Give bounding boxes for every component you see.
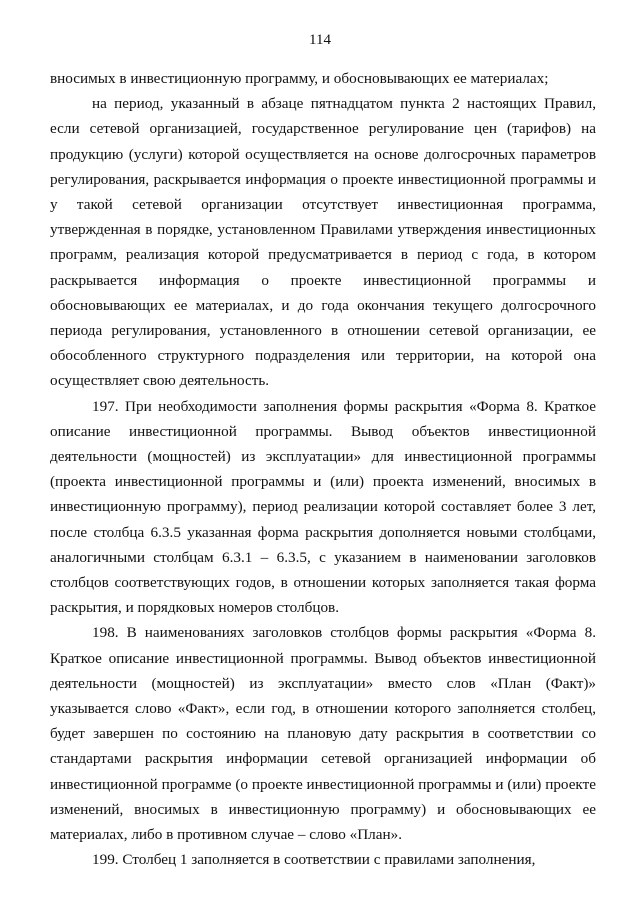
paragraph-198: 198. В наименованиях заголовков столбцов формы раскрытия «Форма 8. Краткое описание инвестиционной программы. Вывод объектов инвестиционной деятельности (мощностей) из эксплуатации» вместо слов «План (Факт)» указывается слово «Факт», если год, в отношении которого заполняется столбец, будет завершен по состоянию на плановую дату раскрытия в соответствии со стандартами раскрытия информации сетевой организацией информации об инвестиционной программе (о проекте инвестиционной программы и (или) проекте изменений, вносимых в инвестиционную программу) и обосновывающих ее материалах, либо в противном случае – слово «План». — [50, 624, 596, 844]
paragraph-period-clause: на период, указанный в абзаце пятнадцатом пункта 2 настоящих Правил, если сетевой организацией, государственное регулирование цен (тарифов) на продукцию (услуги) которой осуществляется на основе долгосрочных параметров регулирования, раскрывается информация о проекте инвестиционной программы и у такой сетевой организации отсутствует инвестиционная программа, утвержденная в порядке, установленном Правилами утверждения инвестиционных программ, реализация которой предусматривается в период с года, в котором раскрывается информация о проекте инвестиционной программы и обосновывающих ее материалах, и до года окончания текущего долгосрочного периода регулирования, установленного в отношении сетевой организации, ее обособленного структурного подразделения или территории, на которой она осуществляет свою деятельность. — [50, 95, 596, 390]
page-number: 114 — [309, 32, 331, 48]
paragraph-199: 199. Столбец 1 заполняется в соответствии с правилами заполнения, — [92, 851, 536, 869]
paragraph-197: 197. При необходимости заполнения формы раскрытия «Форма 8. Краткое описание инвестиционной программы. Вывод объектов инвестиционной деятельности (мощностей) из эксплуатации» для инвестиционной программы (проекта инвестиционной программы и (или) проекта изменений, вносимых в инвестиционную программу), период реализации которой составляет более 3 лет, после столбца 6.3.5 указанная форма раскрытия дополняется новыми столбцами, аналогичными столбцам 6.3.1 – 6.3.5, с указанием в наименовании заголовков столбцов соответствующих годов, в отношении которых заполняется такая форма раскрытия, и порядковых номеров столбцов. — [50, 397, 596, 617]
paragraph-continuation: вносимых в инвестиционную программу, и обосновывающих ее материалах; — [50, 70, 549, 87]
document-body — [50, 66, 596, 873]
